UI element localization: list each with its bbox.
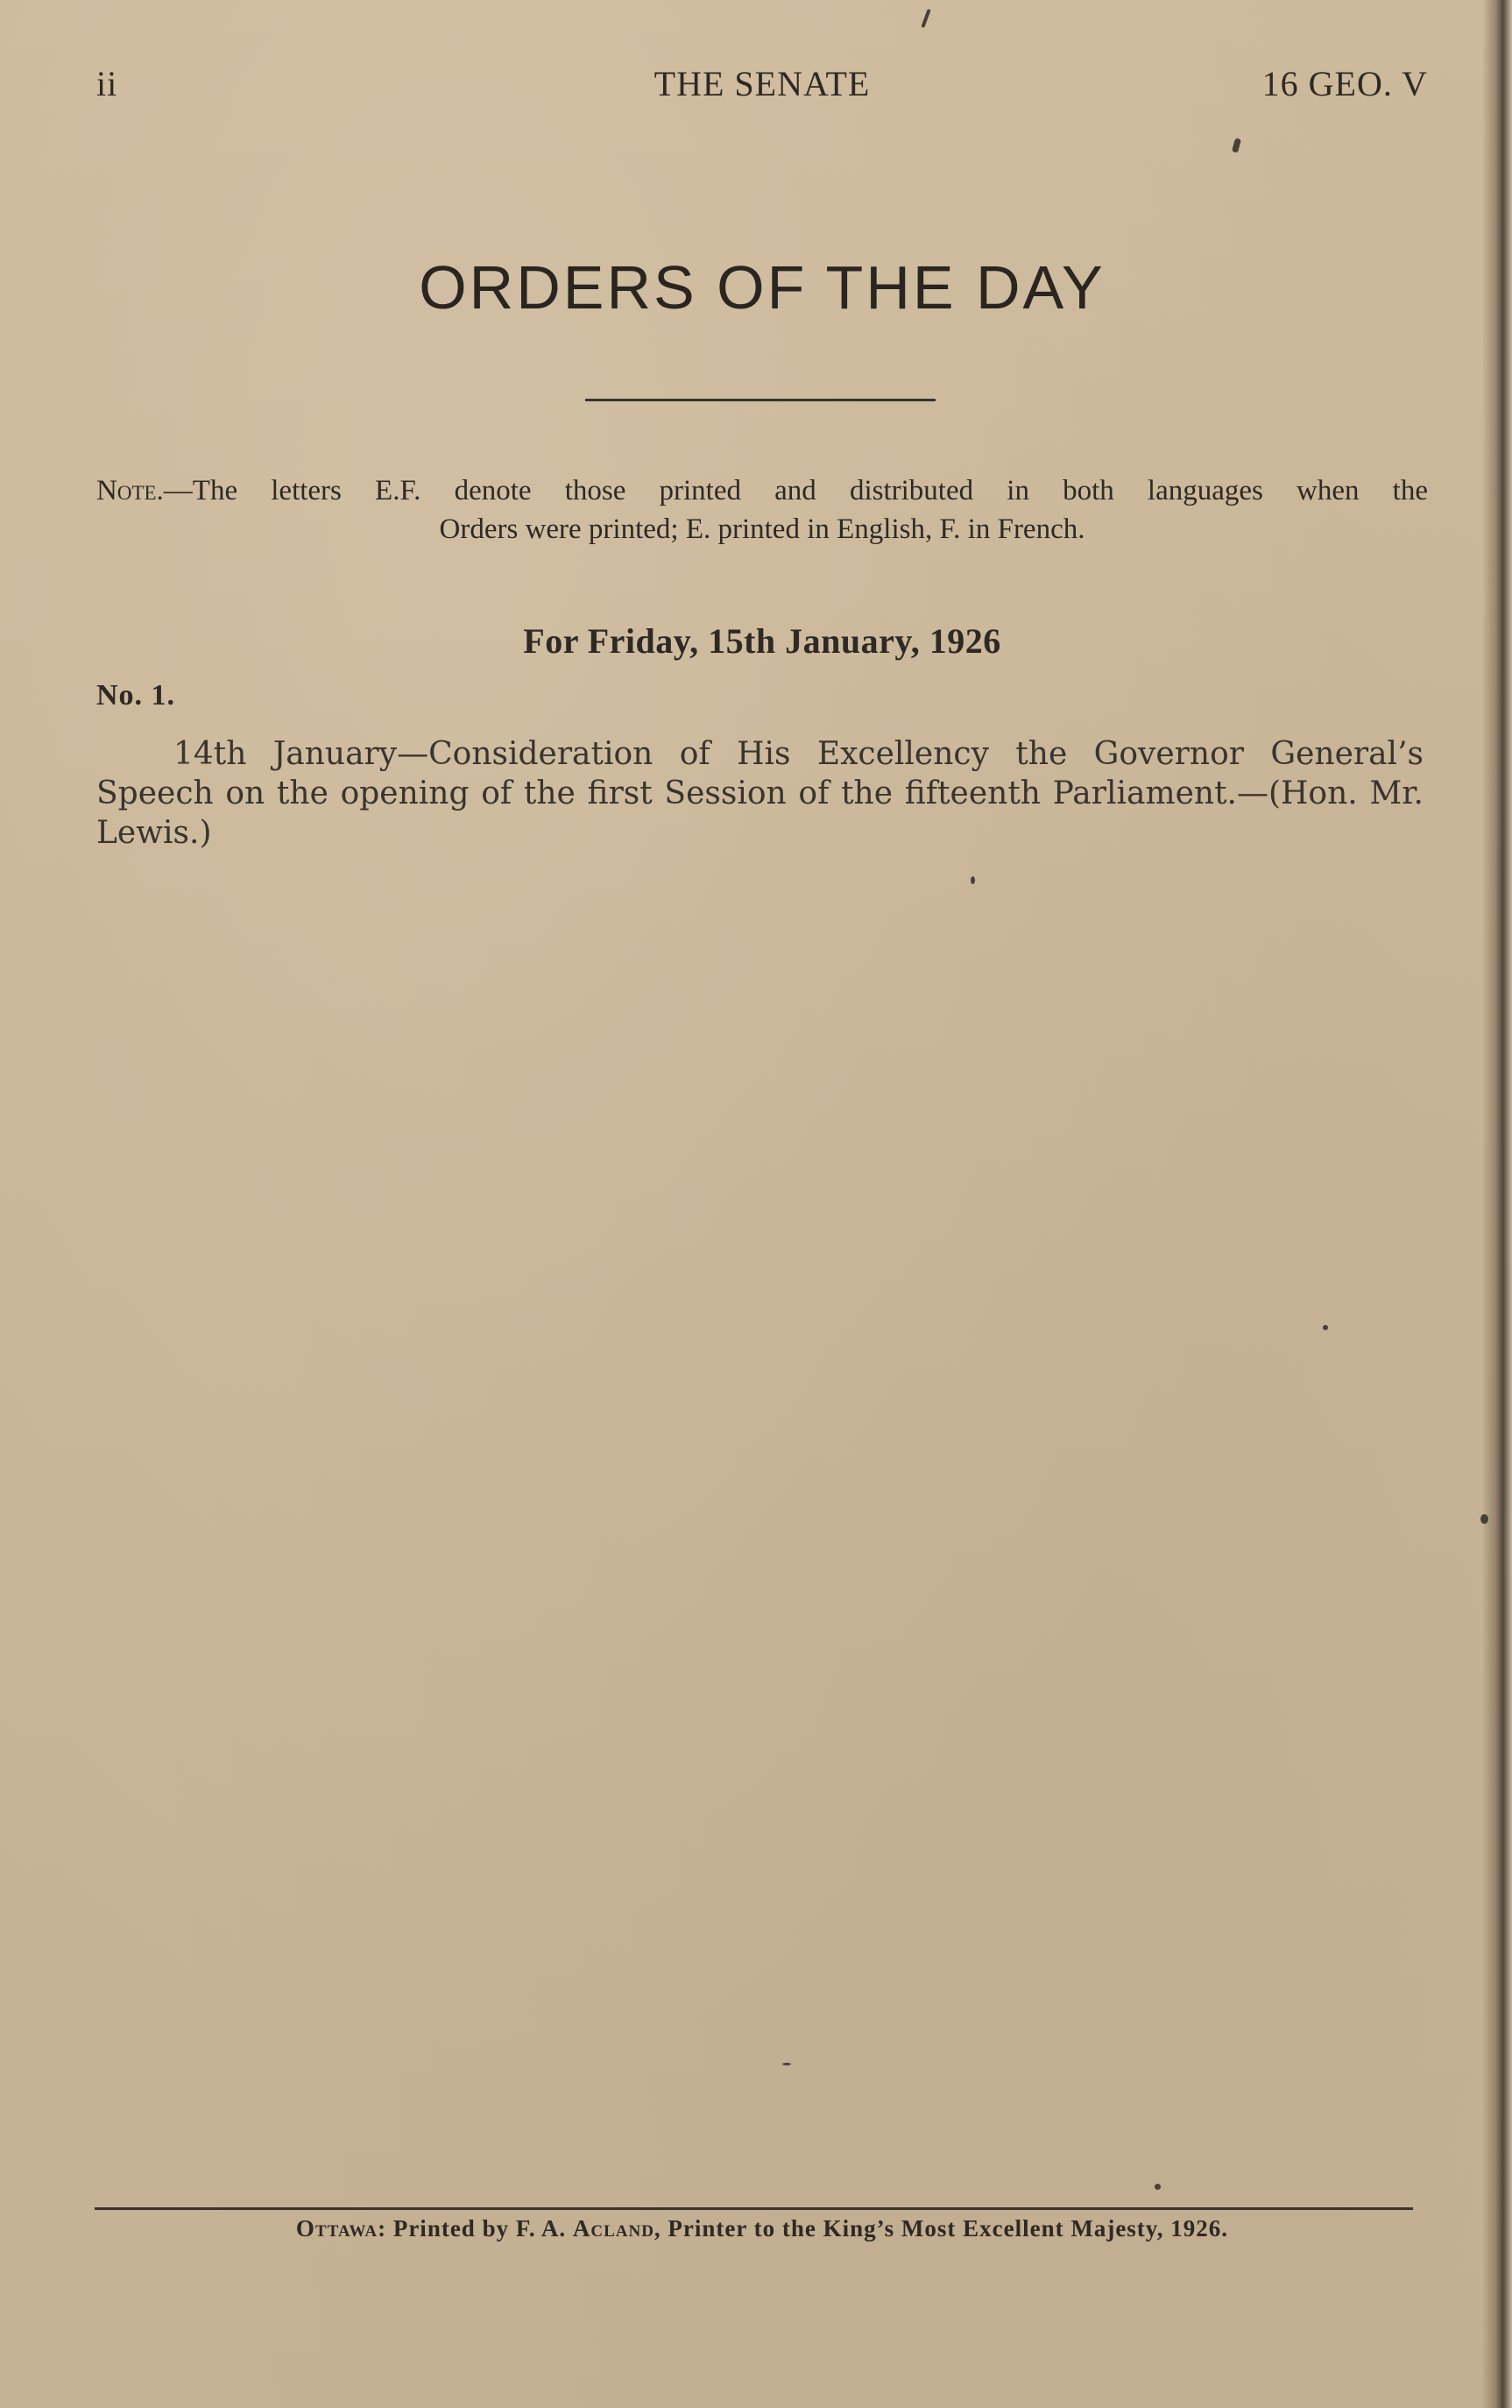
note-text-1: —The letters E.F. denote those printed and distributed in both languages when the bbox=[163, 475, 1428, 506]
note-line-1 bbox=[96, 471, 1428, 510]
paper-speck bbox=[1232, 138, 1241, 152]
paper-speck bbox=[921, 9, 930, 28]
printer-imprint bbox=[0, 2215, 1512, 2242]
note-paragraph bbox=[96, 471, 1428, 549]
page-title: ORDERS OF THE DAY bbox=[419, 253, 1106, 322]
paper-speck bbox=[1480, 1514, 1488, 1524]
note-text-2: Orders were printed; E. printed in English, F. in French. bbox=[439, 513, 1085, 545]
date-heading: For Friday, 15th January, 1926 bbox=[523, 621, 1001, 661]
item-number: No. 1. bbox=[96, 679, 176, 712]
imprint-city: Ottawa bbox=[295, 2215, 378, 2242]
page-number: ii bbox=[96, 64, 118, 103]
footer-divider bbox=[95, 2207, 1413, 2210]
regnal-year: 16 GEO. V bbox=[1261, 64, 1428, 103]
paper-speck bbox=[1323, 1325, 1328, 1330]
imprint-text-a: : Printed by F. A. bbox=[378, 2215, 573, 2242]
item-text: 14th January—Consideration of His Excellency the Governor General’s Speech on the opening of the first Session of the fifteenth Parliament.—(Hon. Mr. Lewis.) bbox=[96, 736, 1424, 851]
imprint-printer: Acland bbox=[572, 2215, 654, 2242]
publication-name: THE SENATE bbox=[654, 64, 871, 103]
binding-edge bbox=[1482, 0, 1512, 2408]
note-label: Note. bbox=[96, 475, 164, 506]
paper-speck bbox=[1155, 2184, 1161, 2190]
imprint-text-b: , Printer to the King’s Most Excellent Majesty, 1926. bbox=[654, 2215, 1229, 2242]
title-divider bbox=[585, 399, 936, 401]
paper-speck bbox=[971, 876, 975, 884]
paper-speck bbox=[782, 2063, 791, 2065]
running-header bbox=[96, 63, 1428, 116]
